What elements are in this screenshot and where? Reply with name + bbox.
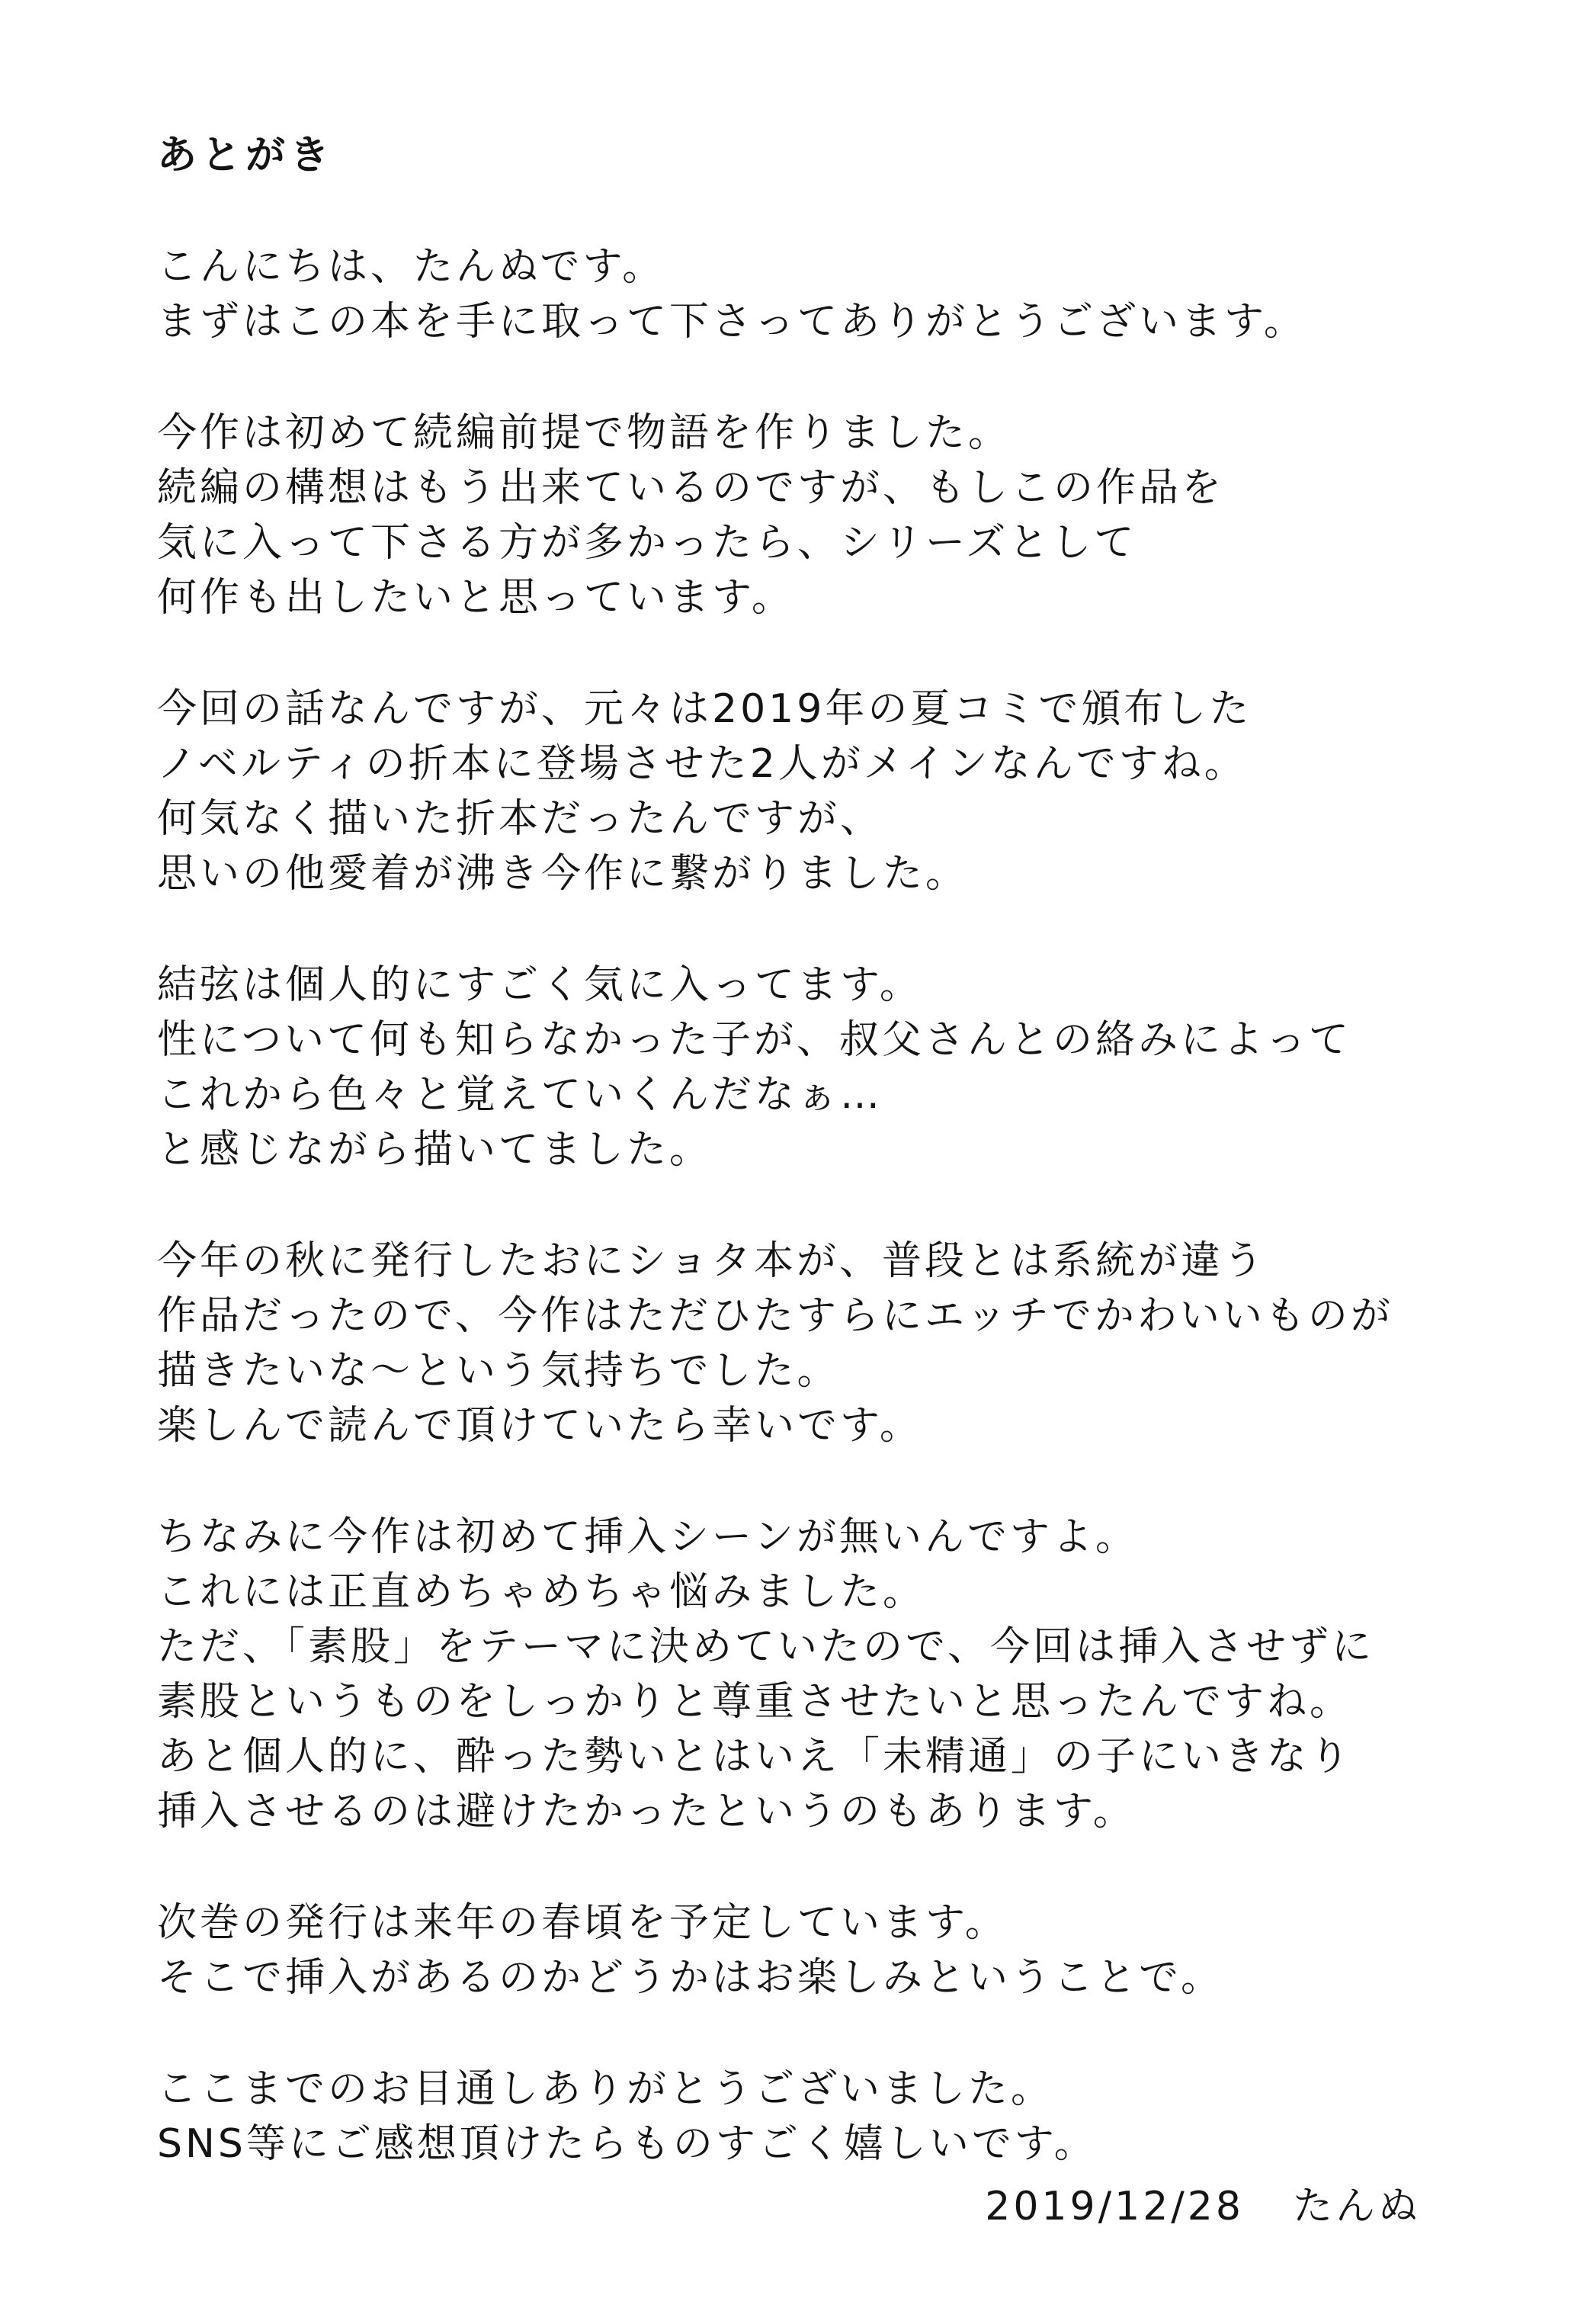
text-line: ノベルティの折本に登場させた2人がメインなんですね。 — [157, 741, 1247, 787]
text-line: こんにちは、たんぬです。 — [157, 244, 665, 290]
text-line: 気に入って下さる方が多かったら、シリーズとして — [157, 520, 1137, 566]
paragraph-thanks — [157, 2062, 1453, 2172]
text-line: 結弦は個人的にすごく気に入ってます。 — [157, 962, 922, 1008]
text-line: これから色々と覚えていくんだなぁ… — [157, 1072, 883, 1118]
afterword-body — [157, 239, 1453, 2228]
text-line: 続編の構想はもう出来ているのですが、もしこの作品を — [157, 465, 1225, 511]
text-line: 作品だったので、今作はただひたすらにエッチでかわいいものが — [157, 1293, 1393, 1339]
text-line: ここまでのお目通しありがとうございました。 — [157, 2066, 1054, 2112]
text-line: SNS等にご感想頂けたらものすごく嬉しいです。 — [157, 2121, 1097, 2167]
text-line: まずはこの本を手に取って下さってありがとうございます。 — [157, 299, 1306, 345]
text-line: 今回の話なんですが、元々は2019年の夏コミで頒布した — [157, 686, 1252, 732]
page-title: あとがき — [157, 133, 335, 178]
text-line: 思いの他愛着が沸き今作に繋がりました。 — [157, 851, 969, 897]
text-line: 楽しんで読んで頂けていたら幸いです。 — [157, 1403, 922, 1449]
text-line: 次巻の発行は来年の春頃を予定しています。 — [157, 1900, 1008, 1946]
paragraph-greeting — [157, 239, 1453, 349]
paragraph-motivation — [157, 1234, 1453, 1453]
text-line: そこで挿入があるのかどうかはお楽しみということで。 — [157, 1955, 1223, 2001]
text-line: あと個人的に、酔った勢いとはいえ「未精通」の子にいきなり — [157, 1734, 1353, 1780]
text-line: 描きたいな～という気持ちでした。 — [157, 1348, 840, 1394]
text-line: と感じながら描いてました。 — [157, 1127, 713, 1173]
text-line: 今年の秋に発行したおにショタ本が、普段とは系統が違う — [157, 1238, 1266, 1284]
paragraph-origin — [157, 682, 1453, 901]
paragraph-next-volume — [157, 1895, 1453, 2005]
text-line: 挿入させるのは避けたかったというのもあります。 — [157, 1789, 1136, 1834]
text-line: 性について何も知らなかった子が、叔父さんとの絡みによって — [157, 1017, 1351, 1063]
paragraph-character — [157, 958, 1453, 1177]
text-line: これには正直めちゃめちゃ悩みました。 — [157, 1569, 926, 1615]
text-line: 何作も出したいと思っています。 — [157, 575, 794, 621]
signature-date: 2019/12/28 — [985, 2184, 1244, 2229]
signature — [985, 2179, 1421, 2234]
text-line: ちなみに今作は初めて挿入シーンが無いんですよ。 — [157, 1514, 1138, 1560]
paragraph-sequel — [157, 406, 1453, 625]
signature-author: たんぬ — [1292, 2184, 1421, 2229]
text-line: 何気なく描いた折本だったんですが、 — [157, 796, 883, 842]
text-line: 素股というものをしっかりと尊重させたいと思ったんですね。 — [157, 1679, 1353, 1725]
paragraph-theme — [157, 1510, 1453, 1839]
text-line: 今作は初めて続編前提で物語を作りました。 — [157, 410, 1012, 456]
text-line: ただ、「素股」をテーマに決めていたので、今回は挿入させずに — [157, 1624, 1374, 1670]
